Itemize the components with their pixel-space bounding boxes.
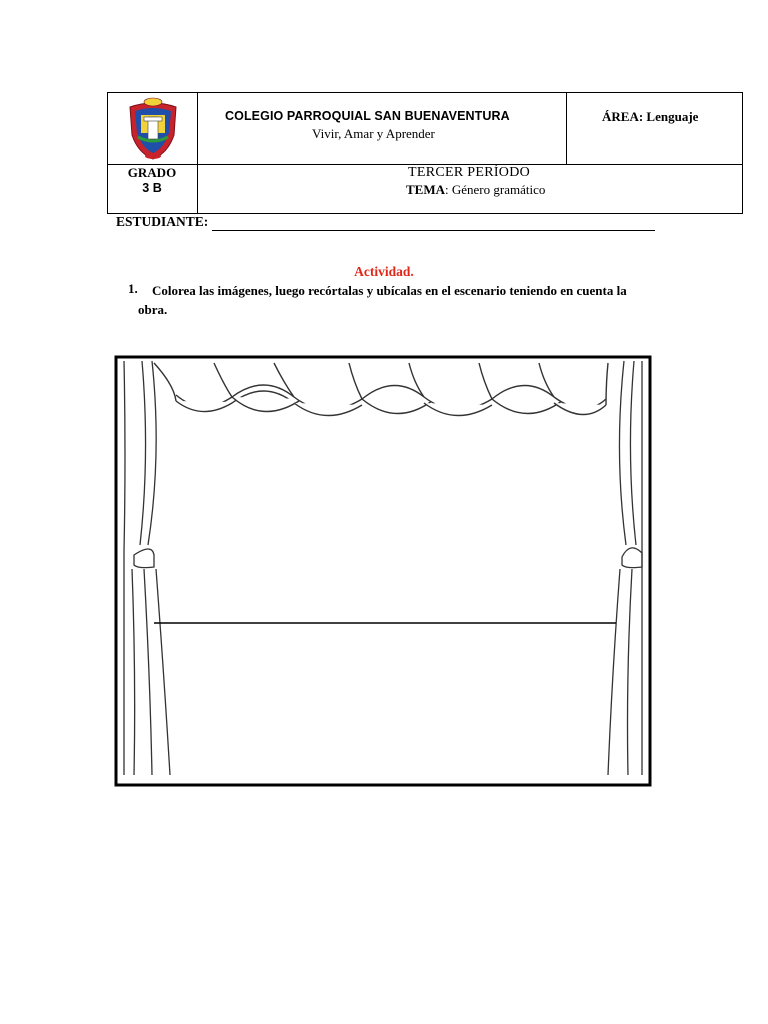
school-crest-logo — [108, 93, 198, 165]
area-value: Lenguaje — [646, 109, 699, 124]
tema-label: TEMA — [406, 182, 445, 197]
student-label: ESTUDIANTE: — [116, 214, 209, 229]
stage-frame — [116, 357, 650, 785]
school-cell — [198, 93, 567, 165]
area-cell — [567, 93, 742, 165]
logo-cell — [108, 93, 198, 165]
school-name: COLEGIO PARROQUIAL SAN BUENAVENTURA — [225, 109, 510, 123]
header-table — [107, 92, 743, 214]
grado-value: 3 B — [142, 181, 162, 195]
periodo-title: TERCER PERÍODO — [408, 165, 531, 180]
instruction-number: 1. — [128, 281, 138, 296]
tema-value: : Género gramático — [445, 182, 546, 197]
grado-cell — [108, 165, 198, 213]
theater-stage-illustration — [114, 355, 652, 787]
area-label: ÁREA: — [602, 109, 644, 124]
student-name-line[interactable] — [212, 230, 655, 231]
instruction-line-1: Colorea las imágenes, luego recórtalas y ubícalas en el escenario teniendo en cuenta la — [152, 283, 627, 298]
instruction-text — [138, 281, 672, 319]
instruction-line-2: obra. — [138, 302, 168, 317]
tema-line — [406, 182, 545, 198]
grado-label: GRADO — [127, 165, 177, 180]
periodo-cell — [198, 165, 742, 213]
activity-title: Actividad. — [354, 264, 414, 279]
school-motto: Vivir, Amar y Aprender — [312, 126, 435, 141]
area-text — [602, 109, 698, 125]
